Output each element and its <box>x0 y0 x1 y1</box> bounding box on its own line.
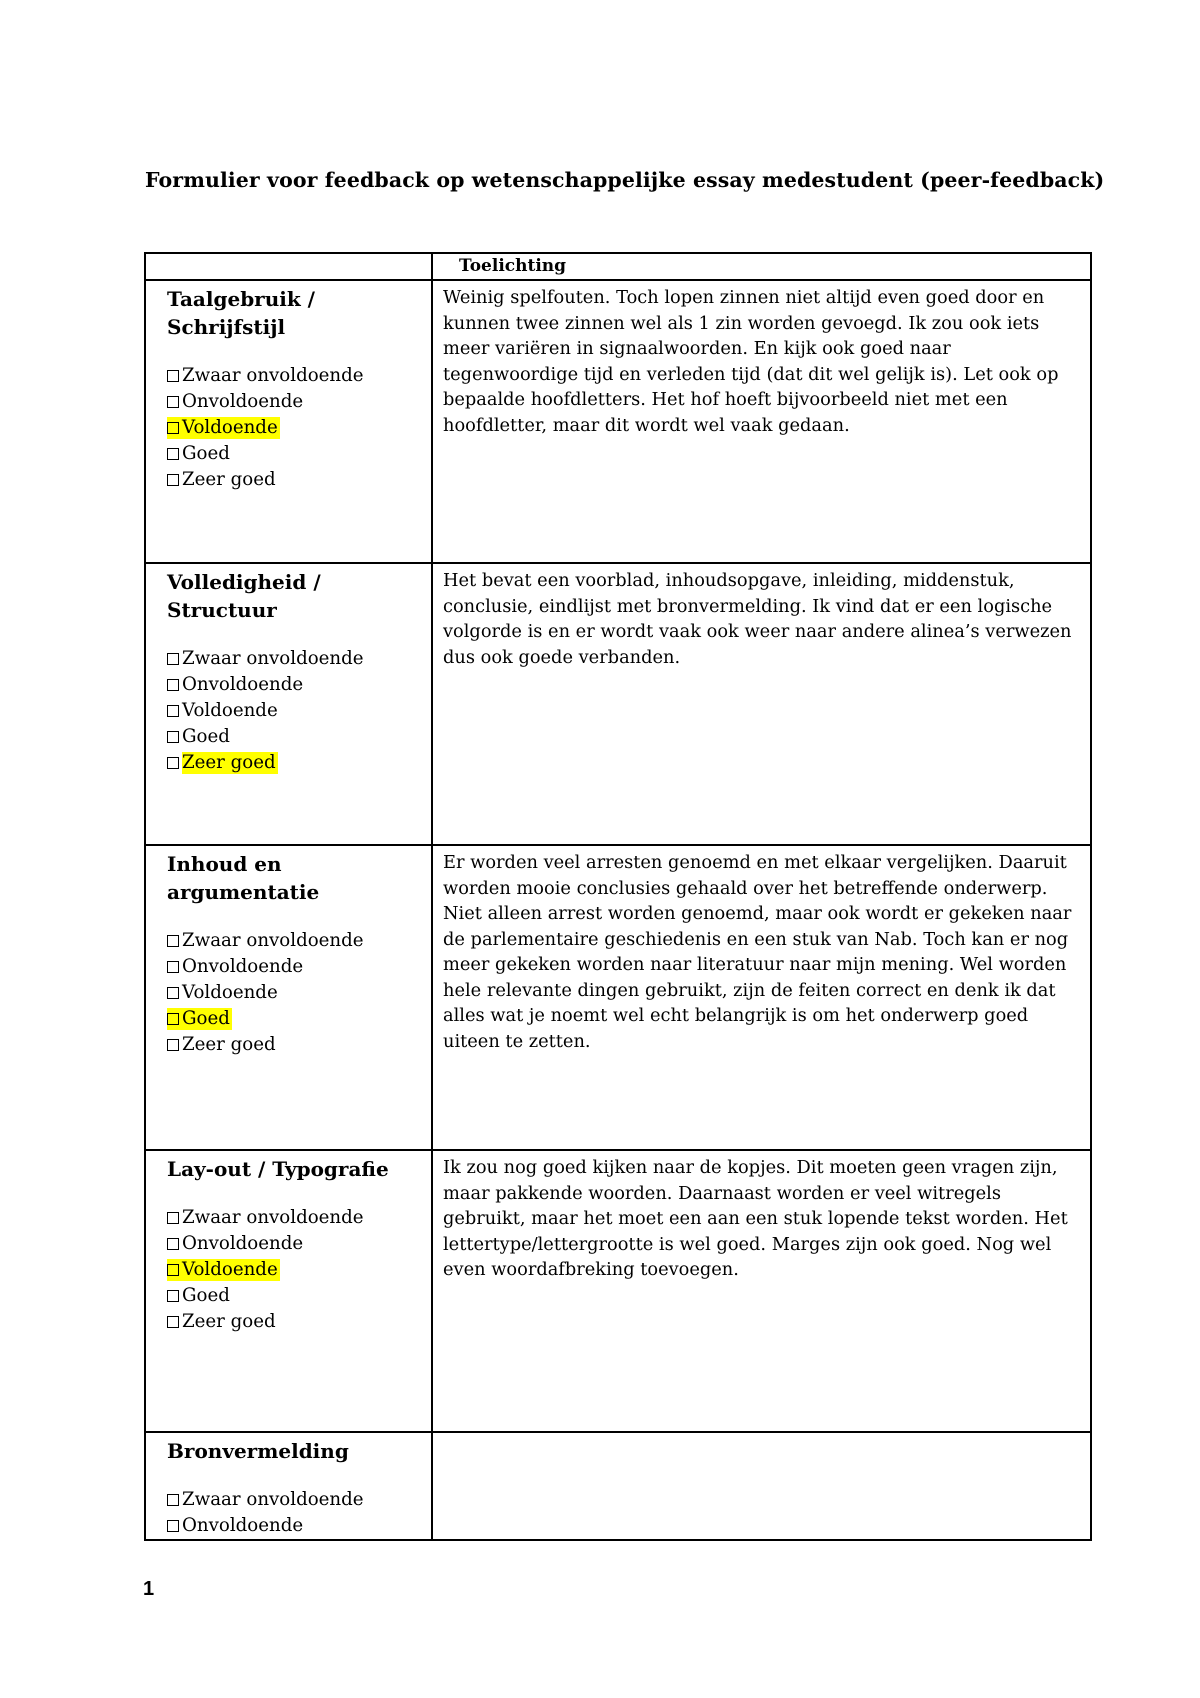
rating-label: Onvoldoende <box>182 391 304 412</box>
criterion-row-bronvermelding <box>145 1432 1091 1540</box>
checkbox-icon[interactable] <box>167 1520 179 1532</box>
rating-label: Onvoldoende <box>182 674 304 695</box>
checkbox-icon[interactable] <box>167 448 179 460</box>
explanation-cell: Het bevat een voorblad, inhoudsopgave, inleiding, middenstuk, conclusie, eindlijst met bronvermelding. Ik vind dat er een logische volgorde is en er wordt vaak ook weer naar andere alinea’s verwezen dus ook goede verbanden. <box>432 563 1091 845</box>
rating-option-voldoende[interactable] <box>167 415 423 441</box>
checkbox-icon[interactable] <box>167 1039 179 1051</box>
rating-option-voldoende[interactable] <box>167 1257 423 1283</box>
checkbox-icon[interactable] <box>167 396 179 408</box>
checkbox-icon[interactable] <box>167 757 179 769</box>
criterion-title <box>167 850 423 906</box>
criterion-cell <box>145 563 432 845</box>
rating-option-goed[interactable] <box>167 1283 423 1309</box>
criterion-title <box>167 285 423 341</box>
criterion-cell <box>145 845 432 1150</box>
rating-options <box>167 928 423 1058</box>
rating-option-voldoende[interactable] <box>167 980 423 1006</box>
criterion-title <box>167 1155 423 1183</box>
criterion-title-line: Bronvermelding <box>167 1439 349 1463</box>
rating-label: Onvoldoende <box>182 956 304 977</box>
feedback-table <box>144 252 1092 1541</box>
rating-option-zeer-goed[interactable] <box>167 750 423 776</box>
header-toelichting <box>432 253 1091 280</box>
rating-label: Goed <box>182 726 230 747</box>
rating-option-goed[interactable] <box>167 441 423 467</box>
document-title: Formulier voor feedback op wetenschappelijke essay medestudent (peer-feedback) <box>145 168 1105 192</box>
rating-label: Zeer goed <box>182 1311 276 1332</box>
selected-highlight <box>167 1008 232 1030</box>
rating-option-zeer-goed[interactable] <box>167 467 423 493</box>
rating-option-zwaar-onvoldoende[interactable] <box>167 363 423 389</box>
rating-label: Goed <box>182 1008 230 1029</box>
criterion-cell <box>145 1150 432 1432</box>
checkbox-icon[interactable] <box>167 653 179 665</box>
rating-option-onvoldoende[interactable] <box>167 389 423 415</box>
rating-option-goed[interactable] <box>167 724 423 750</box>
header-toelichting-label: Toelichting <box>459 256 567 276</box>
criterion-title-line: Taalgebruik / <box>167 287 315 311</box>
checkbox-icon[interactable] <box>167 1316 179 1328</box>
checkbox-icon[interactable] <box>167 731 179 743</box>
rating-options <box>167 363 423 493</box>
checkbox-icon[interactable] <box>167 935 179 947</box>
rating-option-zwaar-onvoldoende[interactable] <box>167 1205 423 1231</box>
rating-options <box>167 646 423 776</box>
rating-option-zwaar-onvoldoende[interactable] <box>167 928 423 954</box>
explanation-cell: Ik zou nog goed kijken naar de kopjes. Dit moeten geen vragen zijn, maar pakkende woorden. Daarnaast worden er veel witregels gebruikt, maar het moet een aan een stuk lopende tekst worden. Het lettertype/lettergrootte is wel goed. Marges zijn ook goed. Nog wel even woordafbreking toevoegen. <box>432 1150 1091 1432</box>
criterion-title <box>167 568 423 624</box>
rating-label: Voldoende <box>182 700 278 721</box>
checkbox-icon[interactable] <box>167 679 179 691</box>
rating-option-zwaar-onvoldoende[interactable] <box>167 1487 423 1513</box>
criterion-row-inhoud <box>145 845 1091 1150</box>
criterion-title <box>167 1437 423 1465</box>
rating-label: Onvoldoende <box>182 1515 304 1536</box>
checkbox-icon[interactable] <box>167 1238 179 1250</box>
checkbox-icon[interactable] <box>167 1264 179 1276</box>
rating-label: Zwaar onvoldoende <box>182 648 364 669</box>
rating-option-onvoldoende[interactable] <box>167 1513 423 1539</box>
checkbox-icon[interactable] <box>167 422 179 434</box>
checkbox-icon[interactable] <box>167 1290 179 1302</box>
rating-label: Onvoldoende <box>182 1233 304 1254</box>
rating-option-onvoldoende[interactable] <box>167 954 423 980</box>
rating-label: Zeer goed <box>182 469 276 490</box>
rating-option-zeer-goed[interactable] <box>167 1309 423 1335</box>
rating-label: Zwaar onvoldoende <box>182 365 364 386</box>
checkbox-icon[interactable] <box>167 1212 179 1224</box>
page-number: 1 <box>143 1578 155 1600</box>
criterion-row-layout <box>145 1150 1091 1432</box>
rating-option-voldoende[interactable] <box>167 698 423 724</box>
selected-highlight <box>167 1259 280 1281</box>
checkbox-icon[interactable] <box>167 370 179 382</box>
explanation-cell: Weinig spelfouten. Toch lopen zinnen niet altijd even goed door en kunnen twee zinnen wel als 1 zin worden gevoegd. Ik zou ook iets meer variëren in signaalwoorden. En kijk ook goed naar tegenwoordige tijd en verleden tijd (dat dit wel gelijk is). Let ook op bepaalde hoofdletters. Het hof hoeft bijvoorbeeld niet met een hoofdletter, maar dit wordt wel vaak gedaan. <box>432 280 1091 563</box>
rating-option-goed[interactable] <box>167 1006 423 1032</box>
table-header-row <box>145 253 1091 280</box>
rating-label: Goed <box>182 443 230 464</box>
checkbox-icon[interactable] <box>167 705 179 717</box>
checkbox-icon[interactable] <box>167 961 179 973</box>
header-empty-cell <box>145 253 432 280</box>
checkbox-icon[interactable] <box>167 1494 179 1506</box>
rating-label: Voldoende <box>182 417 278 438</box>
criterion-row-taalgebruik <box>145 280 1091 563</box>
rating-label: Zwaar onvoldoende <box>182 1207 364 1228</box>
checkbox-icon[interactable] <box>167 474 179 486</box>
rating-label: Zwaar onvoldoende <box>182 1489 364 1510</box>
criterion-row-volledigheid <box>145 563 1091 845</box>
rating-label: Voldoende <box>182 982 278 1003</box>
selected-highlight: Zeer goed <box>182 752 276 773</box>
rating-label: Zwaar onvoldoende <box>182 930 364 951</box>
checkbox-icon[interactable] <box>167 1013 179 1025</box>
criterion-cell <box>145 1432 432 1540</box>
rating-label: Voldoende <box>182 1259 278 1280</box>
criterion-title-line: Inhoud en argumentatie <box>167 852 320 904</box>
checkbox-icon[interactable] <box>167 987 179 999</box>
explanation-cell <box>432 1432 1091 1540</box>
rating-options <box>167 1487 423 1539</box>
rating-option-zwaar-onvoldoende[interactable] <box>167 646 423 672</box>
selected-highlight <box>167 417 280 439</box>
criterion-title-line: Volledigheid / Structuur <box>167 570 321 622</box>
criterion-cell <box>145 280 432 563</box>
explanation-cell: Er worden veel arresten genoemd en met elkaar vergelijken. Daaruit worden mooie conclusies gehaald over het betreffende onderwerp. Niet alleen arrest worden genoemd, maar ook wordt er gekeken naar de parlementaire geschiedenis en een stuk van Nab. Toch kan er nog meer gekeken worden naar literatuur naar mijn mening. Wel worden hele relevante dingen gebruikt, zijn de feiten correct en denk ik dat alles wat je noemt wel echt belangrijk is om het onderwerp goed uiteen te zetten. <box>432 845 1091 1150</box>
rating-option-onvoldoende[interactable] <box>167 1231 423 1257</box>
rating-option-zeer-goed[interactable] <box>167 1032 423 1058</box>
rating-label: Goed <box>182 1285 230 1306</box>
rating-label: Zeer goed <box>182 1034 276 1055</box>
rating-options <box>167 1205 423 1335</box>
criterion-title-line: Schrijfstijl <box>167 315 286 339</box>
criterion-title-line: Lay-out / Typografie <box>167 1157 389 1181</box>
rating-option-onvoldoende[interactable] <box>167 672 423 698</box>
